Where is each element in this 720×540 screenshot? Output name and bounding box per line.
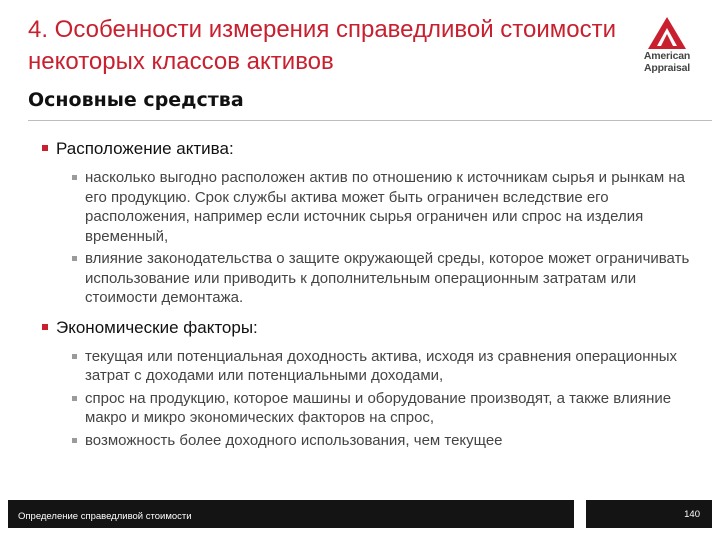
list-item: возможность более доходного использования, чем текущее [40,431,700,451]
slide-subtitle: Основные средства [28,89,244,111]
slide-content [40,138,700,459]
list-item: спрос на продукцию, которое машины и оборудование производят, а также влияние макро и микро экономических факторов на спрос, [40,389,700,428]
bullet-heading: Расположение актива: [40,138,700,159]
list-item: влияние законодательства о защите окружающей среды, которое может ограничивать использование или приводить к дополнительным операционным затратам или стоимости демонтажа. [40,249,700,308]
footer-right-panel [586,500,712,528]
logo-text-line2: Appraisal [643,62,691,74]
section-economic-factors [40,317,700,451]
list-item: текущая или потенциальная доходность актива, исходя из сравнения операционных затрат с доходами или потенциальными доходами, [40,347,700,386]
footer-label: Определение справедливой стоимости [18,511,192,522]
bullet-heading: Экономические факторы: [40,317,700,338]
list-item: насколько выгодно расположен актив по отношению к источникам сырья и рынкам на его продукцию. Срок службы актива может быть ограничен вследствие его расположения, например если источник сырья ограничен или спрос на изделия временный, [40,168,700,246]
logo-mark-icon [647,16,687,50]
slide-title: 4. Особенности измерения справедливой стоимости некоторых классов активов [28,16,617,75]
section-location [40,138,700,308]
page-number: 140 [684,509,700,520]
footer-bar [8,500,712,528]
logo-text-line1: American [643,50,691,62]
american-appraisal-logo [634,16,700,92]
header-divider [28,120,712,121]
footer-left-panel [8,500,574,528]
